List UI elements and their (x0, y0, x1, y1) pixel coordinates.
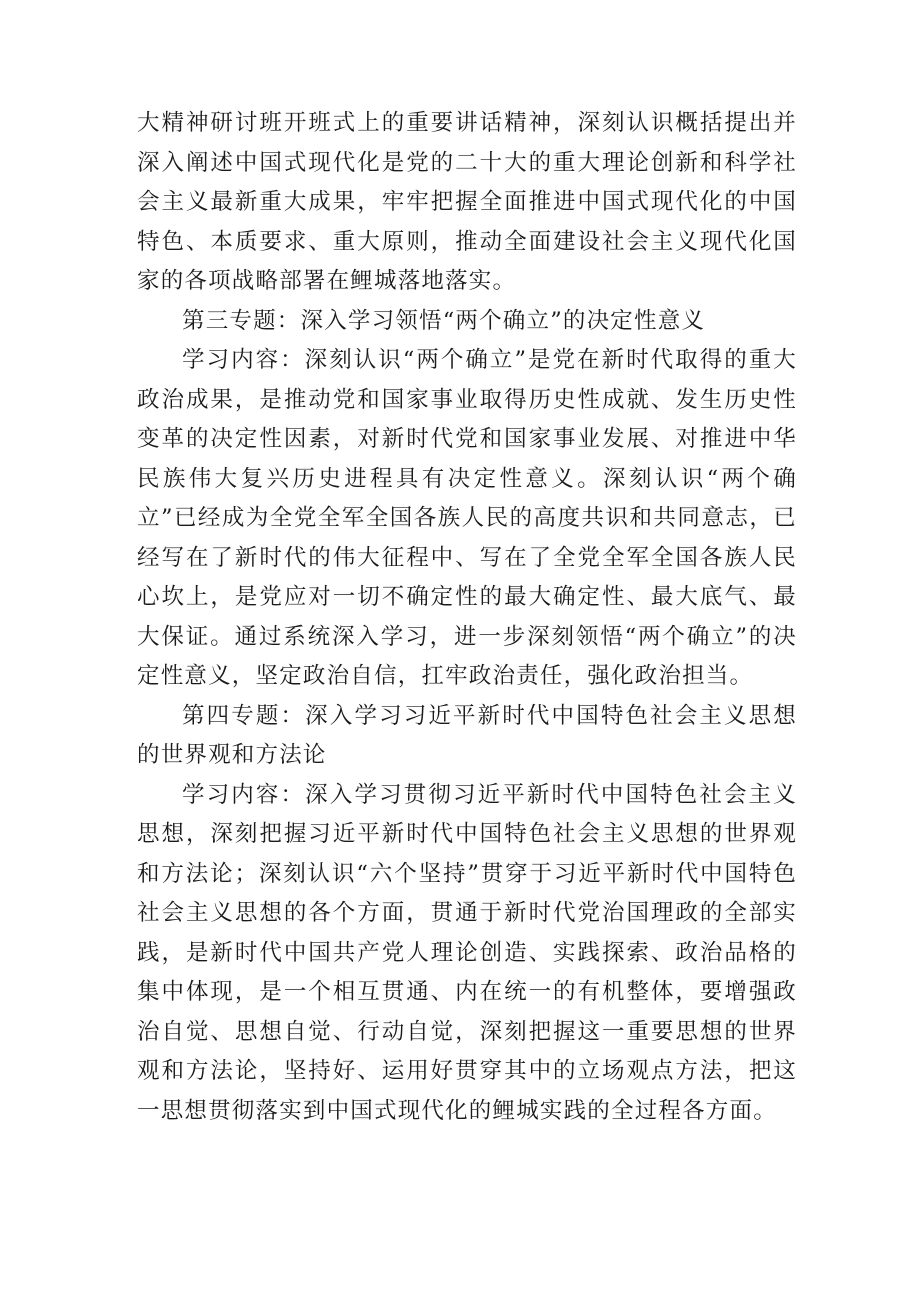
section-heading-three: 第三专题：深入学习领悟“两个确立”的决定性意义 (182, 307, 706, 334)
section-heading-four: 第四专题：深入学习习近平新时代中国特色社会主义思想的世界观和方法论 (137, 702, 797, 768)
document-body (137, 104, 797, 1131)
paragraph-study-content-four: 学习内容：深入学习贯彻习近平新时代中国特色社会主义思想，深刻把握习近平新时代中国特色社会主义思想的世界观和方法论；深刻认识“六个坚持”贯穿于习近平新时代中国特色社会主义思想的各个方面，贯通于新时代党治国理政的全部实践，是新时代中国共产党人理论创造、实践探索、政治品格的集中体现，是一个相互贯通、内在统一的有机整体，要增强政治自觉、思想自觉、行动自觉，深刻把握这一重要思想的世界观和方法论，坚持好、运用好贯穿其中的立场观点方法，把这一思想贯彻落实到中国式现代化的鲤城实践的全过程各方面。 (137, 781, 797, 1124)
paragraph-study-content-three: 学习内容：深刻认识“两个确立”是党在新时代取得的重大政治成果，是推动党和国家事业取得历史性成就、发生历史性变革的决定性因素，对新时代党和国家事业发展、对推进中华民族伟大复兴历史进程具有决定性意义。深刻认识“两个确立”已经成为全党全军全国各族人民的高度共识和共同意志，已经写在了新时代的伟大征程中、写在了全党全军全国各族人民心坎上，是党应对一切不确定性的最大确定性、最大底气、最大保证。通过系统深入学习，进一步深刻领悟“两个确立”的决定性意义，坚定政治自信，扛牢政治责任，强化政治担当。 (137, 347, 797, 689)
paragraph-continuation: 大精神研讨班开班式上的重要讲话精神，深刻认识概括提出并深入阐述中国式现代化是党的二十大的重大理论创新和科学社会主义最新重大成果，牢牢把握全面推进中国式现代化的中国特色、本质要求、重大原则，推动全面建设社会主义现代化国家的各项战略部署在鲤城落地落实。 (137, 110, 797, 294)
